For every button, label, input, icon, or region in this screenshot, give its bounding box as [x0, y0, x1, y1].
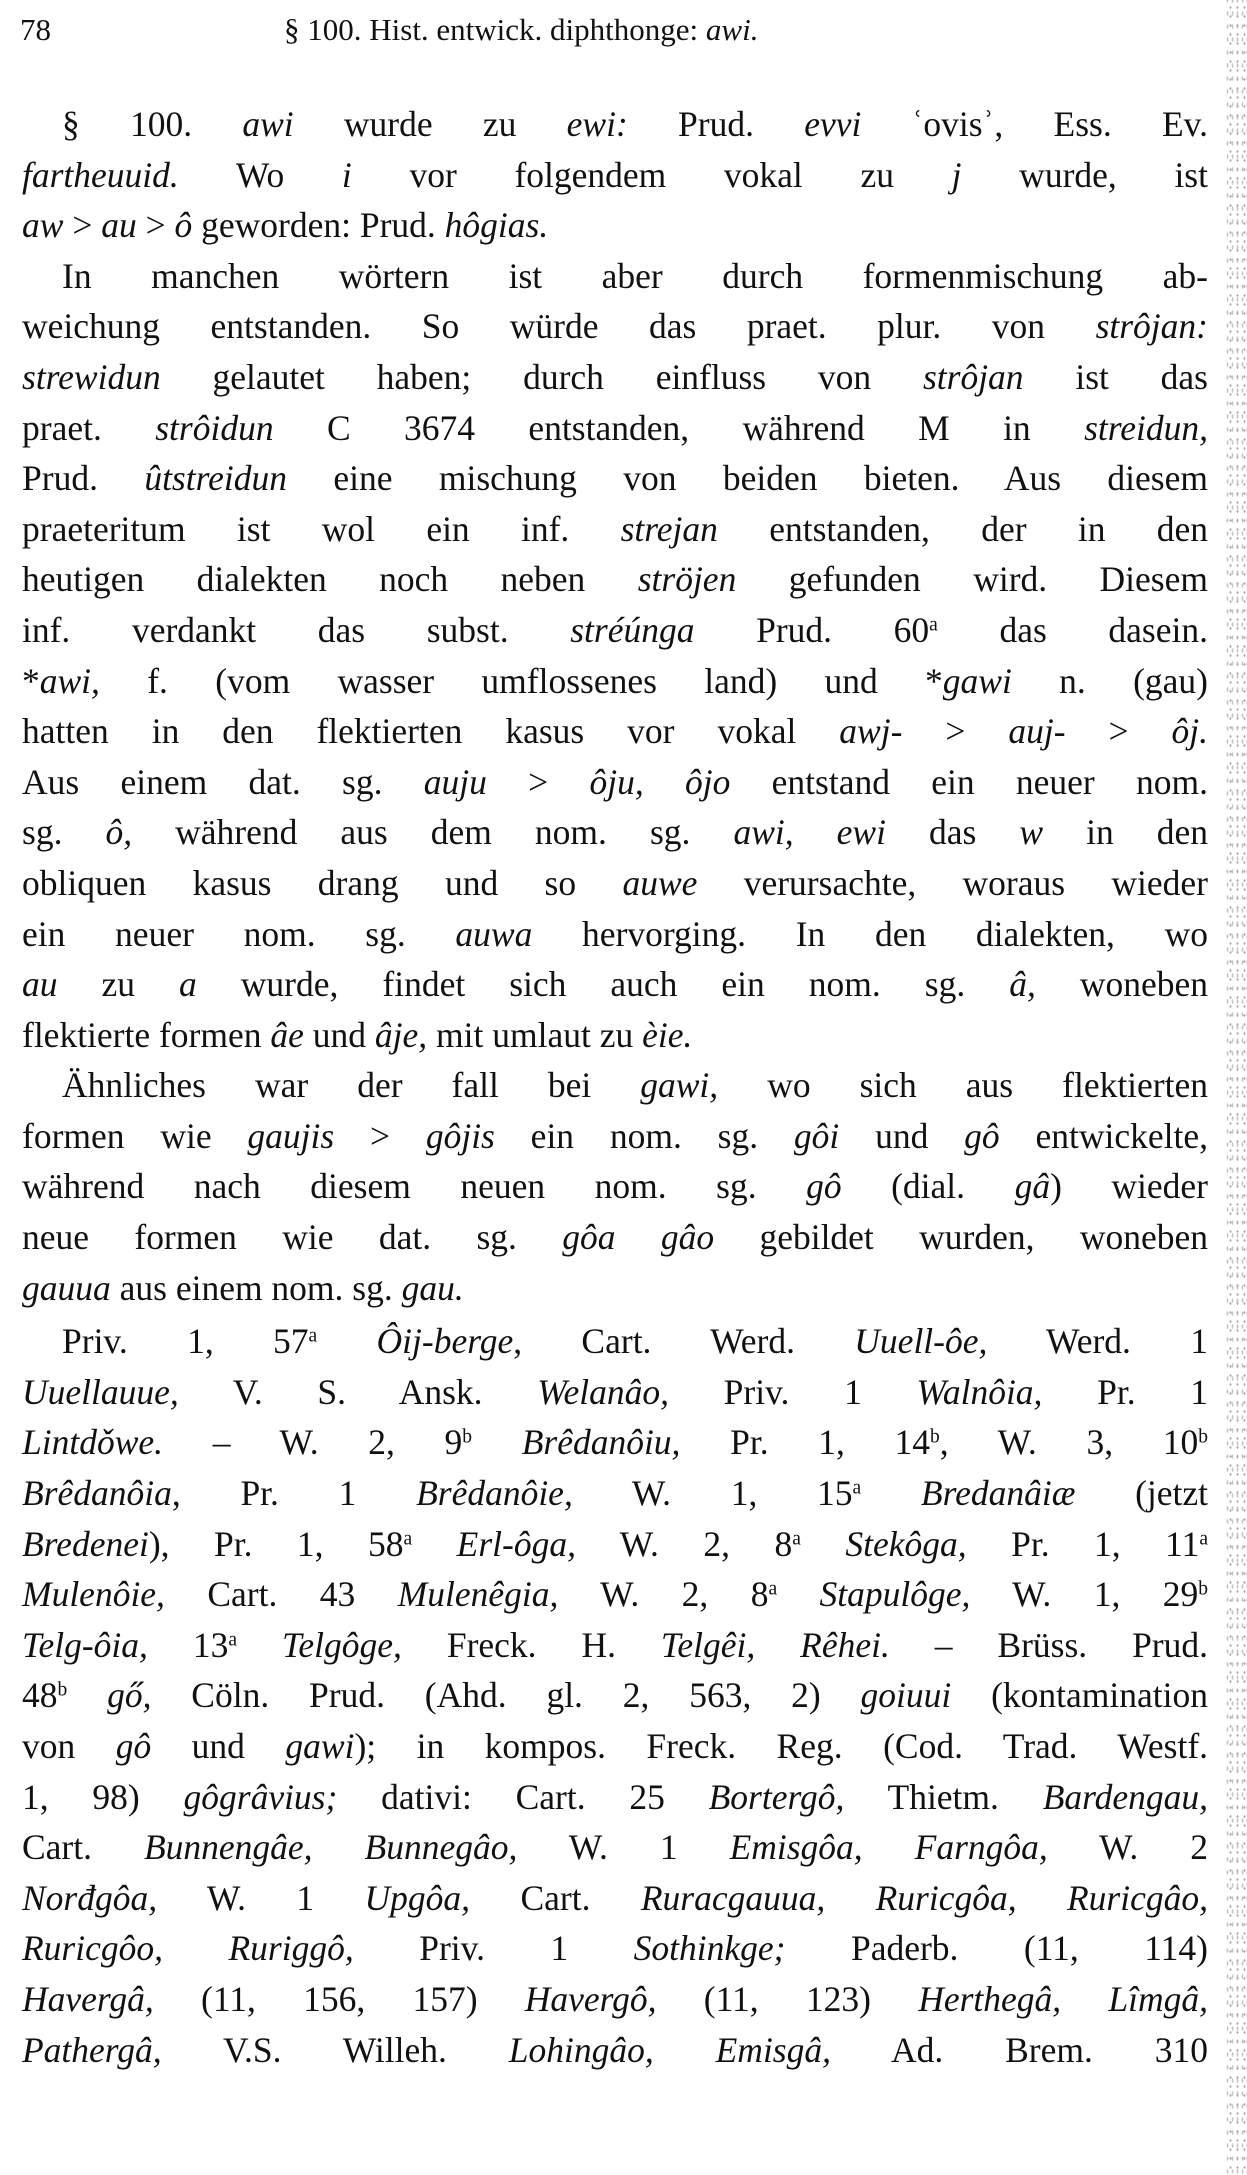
text-run: wurde zu	[293, 104, 567, 144]
italic-term: Bredenei	[22, 1523, 149, 1564]
text-line	[22, 909, 1208, 960]
text-run: Paderb. (11, 114)	[785, 1928, 1208, 1969]
text-line	[22, 99, 1208, 150]
italic-term: Bardengau,	[1042, 1776, 1208, 1817]
text-run: , Cart. Werd.	[513, 1321, 855, 1362]
italic-term: Upgôa,	[364, 1877, 471, 1918]
italic-term: auj-	[1008, 711, 1066, 752]
text-line	[22, 1111, 1208, 1162]
text-run: >	[902, 711, 1009, 752]
scan-edge-noise	[1225, 0, 1247, 2175]
text-line	[22, 1316, 1208, 1367]
superscript: a	[308, 1325, 318, 1347]
text-run: Cart.	[470, 1877, 641, 1918]
italic-term: Uuell-ôe,	[854, 1321, 988, 1362]
italic-term: awi	[242, 104, 294, 144]
superscript: a	[1199, 1527, 1208, 1549]
text-run: W. 2, 8	[558, 1574, 769, 1615]
text-run: (kontamination	[951, 1675, 1208, 1716]
text-line	[22, 1468, 1208, 1519]
text-run: 13	[147, 1624, 229, 1665]
text-run	[67, 1675, 107, 1715]
text-line	[22, 554, 1208, 605]
text-run: inf. verdankt das subst.	[22, 609, 571, 650]
text-run: wo sich aus flektierten	[718, 1065, 1208, 1106]
superscript: a	[929, 614, 938, 636]
text-run: Werd. 1	[987, 1321, 1208, 1362]
italic-term: âe	[270, 1014, 304, 1055]
text-line	[22, 1010, 1208, 1061]
text-run: In manchen wörtern ist aber durch formenmischung ab-	[62, 255, 1208, 296]
italic-term: Brêdanôie,	[416, 1473, 573, 1514]
text-line	[22, 403, 1208, 454]
text-run: n. (gau)	[1011, 660, 1208, 701]
italic-term: Norđgôa,	[22, 1877, 158, 1918]
text-run: V.S. Willeh.	[161, 2029, 509, 2070]
italic-term: Havergô,	[524, 1978, 657, 2019]
text-run: gefunden wird. Diesem	[736, 559, 1208, 600]
italic-term: Pathergâ,	[22, 2029, 162, 2070]
text-run: heutigen dialekten noch neben	[22, 559, 638, 600]
text-line	[22, 352, 1208, 403]
text-run	[317, 1321, 376, 1361]
text-line	[22, 1822, 1208, 1873]
paragraph	[22, 251, 1208, 1061]
italic-term: Telgêi, Rêhei.	[660, 1624, 890, 1665]
italic-term: gô	[806, 1166, 842, 1207]
text-run: >	[334, 1115, 426, 1156]
text-run: Aus einem dat. sg.	[22, 761, 424, 802]
text-run: Wo	[178, 154, 342, 195]
italic-term: èie.	[642, 1014, 693, 1055]
italic-term: Mulenôie,	[22, 1574, 165, 1615]
text-run: >	[486, 761, 590, 802]
italic-term: Lohingâo, Emisgâ,	[508, 2029, 831, 2070]
italic-term: strejan	[620, 508, 718, 549]
text-line	[22, 858, 1208, 909]
text-run: f. (vom wasser umflossenes land) und *	[99, 660, 943, 701]
italic-term: ûtstreidun	[144, 458, 287, 499]
italic-term: strôjan	[922, 356, 1024, 397]
italic-term: Bortergô,	[708, 1776, 845, 1817]
text-run: Ad. Brem. 310	[831, 2029, 1209, 2070]
text-run: >	[1065, 711, 1172, 752]
text-run: Pr. 1, 14	[680, 1422, 931, 1463]
text-line	[22, 656, 1208, 707]
text-line	[22, 1569, 1208, 1620]
italic-term: gawi,	[640, 1065, 719, 1106]
italic-term: Brêdanôia	[22, 1473, 172, 1514]
italic-term: Welanâo,	[537, 1371, 670, 1412]
text-run: Thietm.	[844, 1776, 1043, 1817]
paragraph	[22, 1060, 1208, 1313]
text-run: eine mischung von beiden bieten. Aus diesem	[286, 458, 1208, 499]
text-run: Prud.	[627, 104, 805, 144]
text-run: weichung entstanden. So würde das praet. plur. von	[22, 306, 1096, 347]
text-line	[22, 807, 1208, 858]
text-line	[22, 706, 1208, 757]
text-run: ein neuer nom. sg.	[22, 913, 456, 954]
superscript: a	[228, 1629, 238, 1651]
italic-term: Walnôia,	[916, 1371, 1043, 1412]
text-run: verursachte, woraus wieder	[697, 862, 1208, 903]
section-heading-text: § 100. Hist. entwick. diphthonge:	[284, 12, 706, 47]
text-run: in den	[1043, 812, 1208, 853]
text-run: das dasein.	[937, 609, 1208, 650]
text-run	[472, 1422, 522, 1462]
text-run: während nach diesem neuen nom. sg.	[22, 1166, 807, 1207]
text-run: und	[839, 1115, 965, 1156]
italic-term: Ôij-berge	[376, 1321, 514, 1362]
text-line	[22, 251, 1208, 302]
italic-term: i	[341, 154, 352, 195]
text-run: aus einem nom. sg.	[110, 1267, 402, 1308]
italic-term: gő,	[107, 1675, 152, 1716]
text-run: Freck. H.	[401, 1624, 661, 1665]
italic-term: auwa	[455, 913, 533, 954]
italic-term: Stapulôge,	[819, 1574, 971, 1615]
superscript: a	[852, 1477, 862, 1499]
text-run: 1, 98)	[22, 1776, 184, 1817]
italic-term: gau.	[401, 1267, 464, 1308]
text-run	[801, 1524, 845, 1564]
italic-term: Erl-ôga,	[456, 1523, 576, 1564]
text-run: § 100.	[62, 104, 243, 144]
italic-term: gô	[964, 1115, 1000, 1156]
italic-term: Lintdǒwe.	[22, 1422, 164, 1463]
text-run: >	[63, 205, 102, 246]
text-run: und	[151, 1726, 286, 1766]
text-run: woneben	[1035, 964, 1208, 1005]
italic-term: stréúnga	[570, 609, 695, 650]
text-run: (11, 156, 157)	[153, 1978, 525, 2019]
text-run: (11, 123)	[656, 1978, 919, 2019]
italic-term: w	[1019, 812, 1044, 853]
text-line	[22, 504, 1208, 555]
text-run: gebildet wurden, woneben	[714, 1217, 1208, 1258]
text-run: neue formen wie dat. sg.	[22, 1217, 563, 1258]
text-run: gelautet haben; durch einfluss von	[160, 356, 923, 397]
italic-term: auju	[423, 761, 487, 802]
italic-term: âje,	[374, 1014, 428, 1055]
text-line	[22, 1161, 1208, 1212]
text-line	[22, 959, 1208, 1010]
italic-term: ô,	[105, 812, 133, 853]
text-line	[22, 1670, 1208, 1721]
superscript: a	[768, 1578, 778, 1600]
text-run: hervorging. In den dialekten, wo	[532, 913, 1208, 954]
text-run: Prud.	[22, 458, 145, 499]
text-run: wurde, findet sich auch ein nom. sg.	[196, 964, 1010, 1005]
text-run: , Pr. 1	[171, 1473, 417, 1514]
text-line	[22, 1367, 1208, 1418]
paragraph	[22, 99, 1208, 251]
section-heading-italic: awi.	[705, 12, 759, 47]
body-text	[22, 99, 1208, 2075]
text-run: Priv. 1	[353, 1928, 634, 1969]
text-line	[22, 2025, 1208, 2076]
italic-term: gauua	[22, 1267, 111, 1308]
text-run: Pr. 1	[1042, 1371, 1209, 1412]
superscript: b	[930, 1426, 940, 1448]
text-run: – Brüss. Prud.	[889, 1624, 1209, 1665]
text-run: Prud. 60	[694, 609, 930, 650]
superscript: b	[1198, 1426, 1208, 1448]
italic-term: Telg-ôia,	[22, 1624, 148, 1665]
text-run: >	[136, 205, 175, 246]
text-run: dativi: Cart. 25	[337, 1776, 709, 1817]
italic-term: gôjis	[425, 1115, 495, 1156]
text-run	[237, 1625, 282, 1665]
italic-term: strewidun	[22, 356, 161, 397]
text-line	[22, 1620, 1208, 1671]
text-line	[22, 200, 1208, 251]
italic-term: awi, ewi	[733, 812, 886, 853]
text-run: W. 1	[517, 1827, 730, 1868]
italic-term: evvi	[804, 104, 862, 144]
text-run: Cöln. Prud. (Ahd. gl. 2, 563, 2)	[151, 1675, 861, 1716]
italic-term: â,	[1009, 964, 1036, 1005]
italic-term: au	[22, 964, 58, 1005]
text-line	[22, 1263, 1208, 1314]
italic-term: ô	[174, 205, 193, 246]
text-run: formen wie	[22, 1115, 248, 1156]
superscript: a	[403, 1527, 413, 1549]
text-run: (dial.	[841, 1166, 1015, 1207]
italic-term: gawi	[942, 660, 1012, 701]
text-line	[22, 150, 1208, 201]
text-run: W. 1, 29	[970, 1574, 1199, 1615]
text-run: obliquen kasus drang und so	[22, 862, 623, 903]
italic-term: strôidun	[155, 407, 274, 448]
italic-term: j	[951, 154, 962, 195]
text-run: ); in kompos. Freck. Reg. (Cod. Trad. Westf.	[354, 1726, 1209, 1766]
text-run: (jetzt	[1075, 1473, 1208, 1514]
italic-term: auwe	[622, 862, 698, 903]
italic-term: gâ	[1014, 1166, 1051, 1207]
italic-term: Ruricgôo, Ruriggô,	[22, 1928, 354, 1969]
text-run: entwickelte,	[999, 1115, 1208, 1156]
text-run: Ähnliches war der fall bei	[62, 1065, 641, 1106]
text-run: mit umlaut zu	[427, 1014, 643, 1055]
text-line	[22, 1721, 1208, 1772]
text-run: V. S. Ansk.	[178, 1371, 538, 1412]
text-run: hatten in den flektierten kasus vor vokal	[22, 711, 840, 752]
italic-term: gô	[115, 1726, 152, 1766]
italic-term: Sothinkge;	[633, 1928, 786, 1969]
text-run: Cart.	[22, 1827, 144, 1868]
text-run	[777, 1574, 819, 1614]
italic-term: Herthegâ, Lîmgâ,	[918, 1978, 1208, 2019]
text-line	[22, 757, 1208, 808]
italic-term: ewi:	[566, 104, 628, 144]
superscript: a	[792, 1527, 801, 1549]
italic-term: Bredanâiæ	[920, 1473, 1076, 1514]
italic-term: Stekôga,	[845, 1523, 967, 1564]
text-line	[22, 1417, 1208, 1468]
text-run: – W. 2, 9	[163, 1422, 463, 1463]
text-run: geworden: Prud.	[192, 205, 445, 246]
text-run: , W. 3, 10	[939, 1422, 1199, 1463]
italic-term: fartheuuid.	[22, 154, 179, 195]
text-run: das	[885, 812, 1020, 853]
text-run	[412, 1524, 456, 1564]
italic-term: awj-	[839, 711, 903, 752]
italic-term: ströjen	[637, 559, 737, 600]
italic-term: Brêdanôiu,	[521, 1422, 681, 1463]
italic-term: Ruracgauua, Ruricgôa, Ruricgâo,	[640, 1877, 1208, 1918]
text-line	[22, 1519, 1208, 1570]
text-run: während aus dem nom. sg.	[132, 812, 734, 853]
italic-term: awi,	[39, 660, 100, 701]
text-run: *	[22, 660, 40, 701]
text-line	[22, 453, 1208, 504]
superscript: b	[462, 1426, 473, 1448]
italic-term: Uuellauue,	[22, 1371, 179, 1412]
italic-term: Havergâ,	[22, 1978, 154, 2019]
paragraph	[22, 1316, 1208, 2075]
text-run: und	[303, 1014, 375, 1055]
text-line	[22, 1923, 1208, 1974]
text-run: ), Pr. 1, 58	[148, 1523, 404, 1564]
text-run: Pr. 1, 11	[966, 1523, 1200, 1564]
italic-term: gôa gâo	[562, 1217, 715, 1258]
text-run: praet.	[22, 407, 156, 448]
italic-term: gaujis	[247, 1115, 335, 1156]
italic-term: ôj.	[1171, 711, 1208, 752]
text-run: 48	[22, 1675, 58, 1716]
text-run: praeteritum ist wol ein inf.	[22, 508, 621, 549]
text-line	[22, 1212, 1208, 1263]
italic-term: Emisgôa, Farngôa,	[729, 1827, 1048, 1868]
italic-term: Mulenêgia,	[397, 1574, 559, 1615]
text-run: von	[22, 1726, 116, 1766]
text-run: vor folgendem vokal zu	[351, 154, 952, 195]
section-heading	[284, 8, 758, 52]
italic-term: gawi	[285, 1726, 355, 1766]
text-run: W. 1, 15	[572, 1473, 853, 1514]
text-run: flektierte formen	[22, 1014, 271, 1055]
text-line	[22, 1772, 1208, 1823]
text-line	[22, 301, 1208, 352]
text-run: W. 1	[157, 1877, 365, 1918]
text-line	[22, 1060, 1208, 1111]
italic-term: gôi	[793, 1115, 840, 1156]
italic-term: ôju, ôjo	[589, 761, 731, 802]
text-line	[22, 605, 1208, 656]
superscript: b	[57, 1679, 68, 1701]
italic-term: hôgias.	[444, 205, 549, 246]
italic-term: aw	[22, 205, 64, 246]
italic-term: Bunnengâe, Bunnegâo,	[143, 1827, 518, 1868]
text-run: Priv. 1, 57	[62, 1321, 309, 1362]
superscript: b	[1198, 1578, 1209, 1600]
text-run: ) wieder	[1050, 1166, 1208, 1207]
text-line	[22, 1974, 1208, 2025]
text-run: Priv. 1	[669, 1371, 917, 1412]
text-run: entstand ein neuer nom.	[730, 761, 1208, 802]
text-line	[22, 1873, 1208, 1924]
text-run: C 3674 entstanden, während M in	[273, 407, 1085, 448]
text-run: wurde, ist	[961, 154, 1208, 195]
text-run	[861, 1473, 921, 1513]
text-run: W. 2, 8	[575, 1523, 793, 1564]
text-run: ein nom. sg.	[494, 1115, 794, 1156]
italic-term: goiuui	[860, 1675, 952, 1716]
italic-term: strôjan:	[1095, 306, 1208, 347]
running-head	[20, 8, 1208, 52]
text-run: entstanden, der in den	[717, 508, 1208, 549]
text-run: zu	[57, 964, 180, 1005]
italic-term: gôgrâvius;	[183, 1776, 338, 1817]
italic-term: Telgôge,	[281, 1624, 402, 1665]
italic-term: au	[101, 205, 137, 246]
page-number: 78	[20, 12, 51, 47]
text-run: ʿovisʾ, Ess. Ev.	[861, 104, 1208, 144]
text-run: W. 2	[1047, 1827, 1209, 1868]
text-run: ist das	[1023, 356, 1208, 397]
italic-term: streidun,	[1084, 407, 1208, 448]
text-run: Cart. 43	[164, 1574, 398, 1615]
italic-term: a	[179, 964, 197, 1005]
text-run: sg.	[22, 812, 106, 853]
